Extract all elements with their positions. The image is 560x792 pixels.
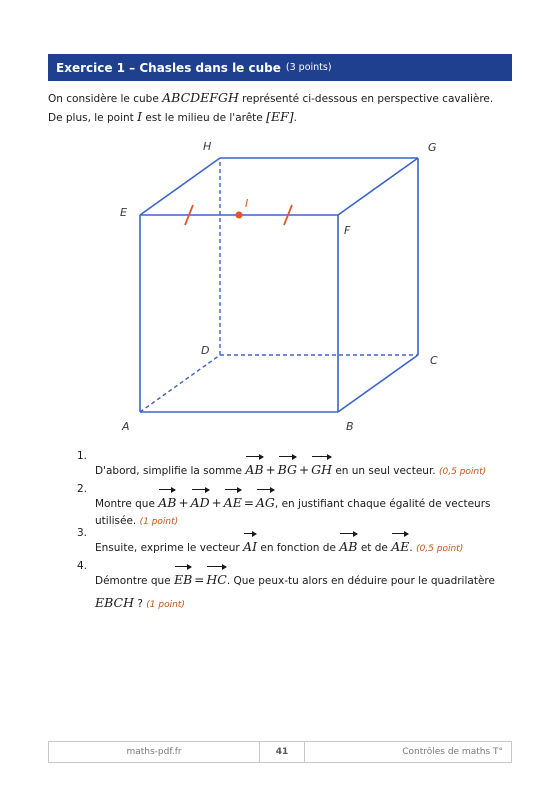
- cube-figure: [100, 130, 460, 440]
- question-line: [95, 483, 520, 510]
- question-2: [70, 483, 520, 527]
- question-line: [95, 450, 520, 477]
- question-text: en un seul vecteur.: [331, 465, 439, 477]
- label-I: I: [245, 197, 249, 210]
- exercise-points: (3 points): [285, 62, 332, 73]
- vector: HC: [206, 560, 226, 587]
- question-line: [95, 560, 520, 587]
- intro-text-part: .: [293, 112, 297, 124]
- question-text: en fonction de: [257, 542, 340, 554]
- vector: AB: [158, 483, 176, 510]
- quadrilateral-name: EBCH: [95, 595, 135, 610]
- question-text: utilisée.: [95, 515, 140, 527]
- question-points: (1 point): [139, 517, 179, 527]
- vector: AG: [256, 483, 275, 510]
- intro-text: [48, 89, 518, 127]
- edge-FG: [338, 158, 418, 215]
- question-text: Ensuite, exprime le vecteur: [95, 542, 244, 554]
- vector: AB: [245, 450, 263, 477]
- edge-BC: [338, 355, 418, 412]
- vector: AE: [391, 527, 409, 554]
- vector: EB: [174, 560, 192, 587]
- operator: +: [265, 463, 276, 477]
- label-H: H: [203, 140, 212, 153]
- footer-page-number: 41: [260, 742, 305, 762]
- vector: BG: [278, 450, 297, 477]
- question-text: .: [409, 542, 417, 554]
- operator: =: [194, 573, 205, 587]
- question-3: [70, 527, 520, 554]
- label-G: G: [428, 141, 437, 154]
- label-F: F: [344, 224, 351, 237]
- page-footer: [48, 741, 512, 763]
- vector: AB: [339, 527, 357, 554]
- edge-AD: [140, 355, 220, 412]
- question-line: [95, 515, 520, 527]
- cube-name: ABCDEFGH: [162, 90, 239, 105]
- exercise-header: [48, 54, 512, 81]
- footer-title: Contrôles de maths T°: [402, 747, 503, 757]
- intro-text-part: représenté ci-dessous en perspective cavalière.: [238, 93, 494, 105]
- question-text: D'abord, simplifie la somme: [95, 465, 246, 477]
- question-points: (0,5 point): [438, 467, 487, 477]
- operator: +: [211, 496, 222, 510]
- question-list: [70, 450, 520, 610]
- point-I: [236, 212, 243, 219]
- question-number: 4.: [77, 560, 88, 572]
- footer-site: maths-pdf.fr: [49, 742, 260, 762]
- vector: GH: [311, 450, 332, 477]
- vector: AD: [191, 483, 210, 510]
- question-points: (0,5 point): [416, 544, 464, 554]
- edge-name: [EF]: [266, 109, 294, 124]
- edge-EH: [140, 158, 220, 215]
- question-4: [70, 560, 520, 610]
- intro-text-part: est le milieu de l'arête: [142, 112, 267, 124]
- point-name: I: [137, 109, 143, 124]
- question-text: et de: [357, 542, 392, 554]
- question-text: . Que peux-tu alors en déduire pour le quadrilatère: [226, 575, 495, 587]
- vector: AI: [243, 527, 257, 554]
- question-number: 2.: [77, 483, 88, 495]
- question-1: [70, 450, 520, 477]
- operator: =: [243, 496, 254, 510]
- question-number: 3.: [77, 527, 88, 539]
- question-line: [95, 527, 520, 554]
- question-text: , en justifiant chaque égalité de vecteurs: [274, 498, 491, 510]
- vector: AE: [224, 483, 242, 510]
- label-B: B: [346, 420, 354, 433]
- intro-text-part: On considère le cube: [48, 93, 163, 105]
- question-text: Démontre que: [95, 575, 174, 587]
- exercise-title: Exercice 1 – Chasles dans le cube: [56, 60, 281, 75]
- intro-line-2: [48, 108, 518, 127]
- label-D: D: [201, 344, 210, 357]
- intro-line-1: [48, 89, 518, 108]
- question-number: 1.: [77, 450, 88, 462]
- label-C: C: [430, 354, 438, 367]
- intro-text-part: De plus, le point: [48, 112, 138, 124]
- question-text: Montre que: [95, 498, 159, 510]
- label-E: E: [120, 206, 127, 219]
- question-points: (1 point): [146, 600, 185, 610]
- question-text: ?: [134, 598, 147, 610]
- question-line: [95, 595, 520, 610]
- operator: +: [178, 496, 189, 510]
- label-A: A: [122, 420, 130, 433]
- operator: +: [299, 463, 310, 477]
